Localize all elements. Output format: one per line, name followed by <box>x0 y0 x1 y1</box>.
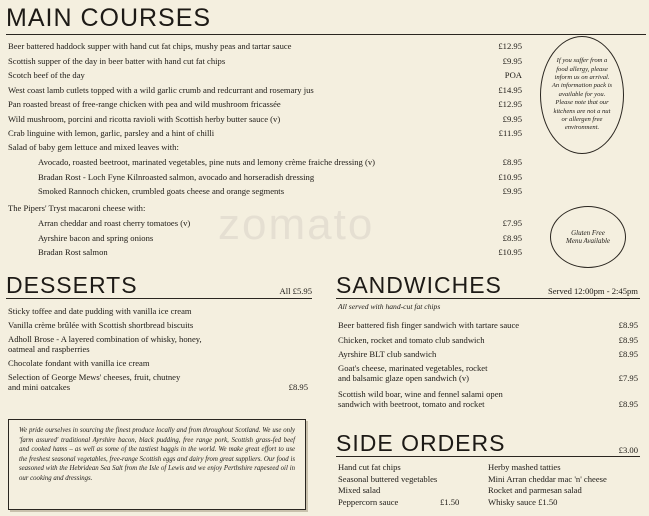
sandwich-item-price: £7.95 <box>618 373 638 383</box>
sandwich-item-name-line2: sandwich with beetroot, tomato and rocket <box>338 399 485 409</box>
salad-item-name: Smoked Rannoch chicken, crumbled goats cheese and orange segments <box>38 186 285 196</box>
side-item-left: Hand cut fat chips <box>338 462 401 472</box>
sourcing-note-box <box>8 419 306 510</box>
sandwich-item-name: Goat's cheese, marinated vegetables, rocket <box>338 363 488 373</box>
side-item-extra-price: £1.50 <box>440 496 460 507</box>
salad-header: Salad of baby gem lettuce and mixed leaves with: <box>8 141 179 152</box>
salad-item-price: £10.95 <box>498 171 522 182</box>
desserts-price: All £5.95 <box>279 286 312 296</box>
sandwich-item-name: Scottish wild boar, wine and fennel salami open <box>338 389 503 399</box>
sandwiches-heading: SANDWICHES <box>336 272 502 298</box>
gluten-free-note-text: Gluten Free Menu Available <box>566 228 610 245</box>
menu-item-price: £14.95 <box>498 84 522 95</box>
dessert-item-name: Adholl Brose - A layered combination of whisky, honey, <box>8 334 202 344</box>
side-item-right: Rocket and parmesan salad <box>488 485 582 495</box>
salad-item-price: £9.95 <box>502 186 522 196</box>
menu-item-name: Pan roasted breast of free-range chicken with pea and wild mushroom fricassée <box>8 99 281 109</box>
allergy-note <box>540 36 624 154</box>
macaroni-item-name: Ayrshire bacon and spring onions <box>38 232 154 243</box>
main-courses-heading: MAIN COURSES <box>6 4 212 32</box>
sandwich-item-price: £8.95 <box>618 349 638 359</box>
salad-item-price: £8.95 <box>502 157 522 167</box>
menu-item-name: Scottish supper of the day in beer batter with hand cut fat chips <box>8 55 226 66</box>
sandwich-item-price: £8.95 <box>618 335 638 345</box>
dessert-item-name: Selection of George Mews' cheeses, fruit, chutney <box>8 372 181 382</box>
salad-item-name: Bradan Rost - Loch Fyne Kilnroasted salmon, avocado and horseradish dressing <box>38 171 315 182</box>
sandwich-item-name: Ayrshire BLT club sandwich <box>338 349 437 359</box>
macaroni-item-price: £8.95 <box>502 232 522 243</box>
menu-item-price: £12.95 <box>498 41 522 51</box>
dessert-item-name: Vanilla crème brûlée with Scottish shortbread biscuits <box>8 320 194 330</box>
dessert-item-name: Sticky toffee and date pudding with vanilla ice cream <box>8 306 192 316</box>
side-item-left: Seasonal buttered vegetables <box>338 473 438 484</box>
menu-item-price: £9.95 <box>502 55 522 66</box>
side-item-right: Whisky sauce £1.50 <box>488 496 558 507</box>
desserts-rule <box>6 298 312 299</box>
sandwich-item-name-line2: and balsamic glaze open sandwich (v) <box>338 373 470 383</box>
menu-item-price: £9.95 <box>502 113 522 124</box>
menu-item-name: Wild mushroom, porcini and ricotta ravioli with Scottish herby butter sauce (v) <box>8 113 281 124</box>
side-orders-heading: SIDE ORDERS <box>336 430 506 456</box>
dessert-item-price: £8.95 <box>288 382 308 392</box>
macaroni-item-name: Bradan Rost salmon <box>38 247 108 257</box>
watermark: zomato <box>218 200 375 249</box>
menu-item-price: £11.95 <box>498 128 522 138</box>
menu-item-price: £12.95 <box>498 99 522 109</box>
sandwich-item-name: Beer battered fish finger sandwich with tartare sauce <box>338 320 520 330</box>
sandwiches-subtitle: All served with hand-cut fat chips <box>338 302 441 311</box>
desserts-heading: DESSERTS <box>6 272 138 298</box>
side-orders-rule <box>336 456 640 457</box>
menu-item-name: Beer battered haddock supper with hand cut fat chips, mushy peas and tartar sauce <box>8 41 292 51</box>
dessert-item-name-line2: oatmeal and raspberries <box>8 344 90 354</box>
menu-item-name: Crab linguine with lemon, garlic, parsley and a hint of chilli <box>8 128 215 138</box>
main-courses-rule <box>6 34 646 35</box>
sandwiches-served-time: Served 12:00pm - 2:45pm <box>548 286 638 296</box>
dessert-item-name-line2: and mini oatcakes <box>8 382 71 392</box>
side-item-left: Peppercorn sauce <box>338 496 399 507</box>
macaroni-item-name: Arran cheddar and roast cherry tomatoes (v) <box>38 218 191 228</box>
macaroni-header: The Pipers' Tryst macaroni cheese with: <box>8 203 146 213</box>
macaroni-item-price: £7.95 <box>502 218 522 228</box>
menu-item-price: POA <box>504 70 522 80</box>
sandwich-item-price: £8.95 <box>618 399 638 409</box>
sandwich-item-price: £8.95 <box>618 320 638 330</box>
gluten-free-note <box>550 206 626 268</box>
dessert-item-name: Chocolate fondant with vanilla ice cream <box>8 358 150 368</box>
side-orders-price: £3.00 <box>618 445 638 455</box>
sandwiches-rule <box>336 298 640 299</box>
macaroni-item-price: £10.95 <box>498 247 522 257</box>
salad-item-name: Avocado, roasted beetroot, marinated vegetables, pine nuts and lemony crème fraiche dressing (v) <box>38 157 376 167</box>
sandwich-item-name: Chicken, rocket and tomato club sandwich <box>338 335 485 345</box>
side-item-right: Mini Arran cheddar mac 'n' cheese <box>488 473 607 484</box>
menu-item-name: Scotch beef of the day <box>8 70 85 80</box>
sourcing-note-text: We pride ourselves in sourcing the finest produce locally and from throughout Scotland. We use only 'farm assured' traditional Ayrshire bacon, black pudding, free range pork, Scottish grass-fed beef and cooked hams – as well as some of the tastiest haggis in the world. We make great effort to use the freshest seasonal vegetables, free-range Scottish eggs and dairy from great suppliers. Our food is seasoned with the Hebridean Sea Salt from the Isle of Lewis and we enjoy Perthshire rapeseed oil in our cooking and dressings. <box>19 427 295 482</box>
side-item-right: Herby mashed tatties <box>488 462 561 472</box>
allergy-note-text: If you suffer from a food allergy, please inform us on arrival. An information pack is available for you. Please note that our kitchens are not a nut or allergen free environment. <box>551 57 613 132</box>
side-item-left: Mixed salad <box>338 485 381 495</box>
menu-item-name: West coast lamb cutlets topped with a wild garlic crumb and redcurrant and rosemary jus <box>8 84 314 95</box>
